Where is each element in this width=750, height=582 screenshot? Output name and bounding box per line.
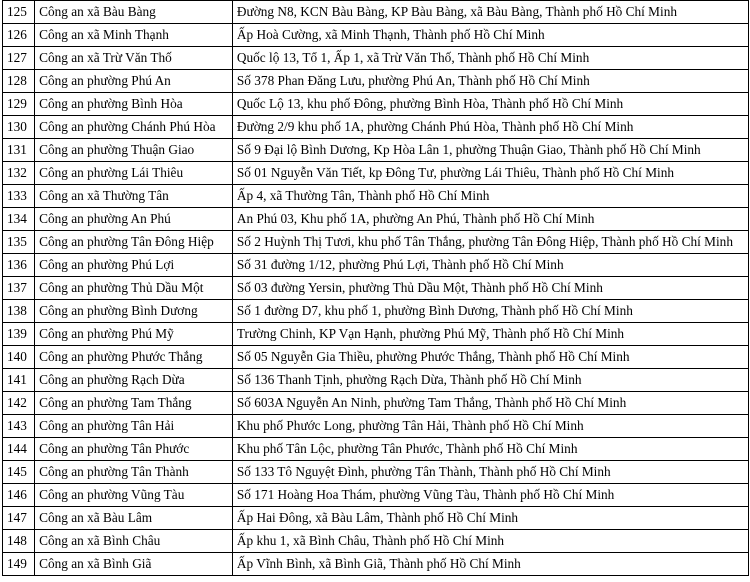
station-address-cell: Số 03 đường Yersin, phường Thủ Dầu Một, Thành phố Hồ Chí Minh: [232, 277, 748, 300]
table-row: [3, 70, 749, 93]
table-row: [3, 47, 749, 70]
station-address-cell: Ấp Vĩnh Bình, xã Bình Giã, Thành phố Hồ Chí Minh: [232, 553, 748, 576]
table-row: [3, 208, 749, 231]
station-name-cell: Công an phường Vũng Tàu: [35, 484, 233, 507]
table-row: [3, 185, 749, 208]
station-name-cell: Công an phường Tân Phước: [35, 438, 233, 461]
station-name-cell: Công an phường Tân Đông Hiệp: [35, 231, 233, 254]
station-name-cell: Công an xã Minh Thạnh: [35, 24, 233, 47]
police-station-table: [2, 0, 749, 576]
row-number-cell: 137: [3, 277, 35, 300]
station-address-cell: Số 136 Thanh Tịnh, phường Rạch Dừa, Thành phố Hồ Chí Minh: [232, 369, 748, 392]
table-row: [3, 553, 749, 576]
table-row: [3, 530, 749, 553]
station-name-cell: Công an phường Tam Thắng: [35, 392, 233, 415]
table-row: [3, 162, 749, 185]
station-address-cell: Số 01 Nguyễn Văn Tiết, kp Đông Tư, phường Lái Thiêu, Thành phố Hồ Chí Minh: [232, 162, 748, 185]
row-number-cell: 145: [3, 461, 35, 484]
row-number-cell: 134: [3, 208, 35, 231]
station-name-cell: Công an phường Phú Lợi: [35, 254, 233, 277]
table-row: [3, 139, 749, 162]
station-address-cell: Số 9 Đại lộ Bình Dương, Kp Hòa Lân 1, phường Thuận Giao, Thành phố Hồ Chí Minh: [232, 139, 748, 162]
station-address-cell: Đường N8, KCN Bàu Bàng, KP Bàu Bàng, xã Bàu Bàng, Thành phố Hồ Chí Minh: [232, 1, 748, 24]
row-number-cell: 140: [3, 346, 35, 369]
row-number-cell: 135: [3, 231, 35, 254]
row-number-cell: 131: [3, 139, 35, 162]
station-name-cell: Công an phường Phước Thắng: [35, 346, 233, 369]
station-name-cell: Công an phường Bình Dương: [35, 300, 233, 323]
station-address-cell: An Phú 03, Khu phố 1A, phường An Phú, Thành phố Hồ Chí Minh: [232, 208, 748, 231]
station-name-cell: Công an phường Rạch Dừa: [35, 369, 233, 392]
table-row: [3, 346, 749, 369]
row-number-cell: 132: [3, 162, 35, 185]
station-address-cell: Số 603A Nguyễn An Ninh, phường Tam Thắng, Thành phố Hồ Chí Minh: [232, 392, 748, 415]
station-address-cell: Số 2 Huỳnh Thị Tươi, khu phố Tân Thắng, phường Tân Đông Hiệp, Thành phố Hồ Chí Minh: [232, 231, 748, 254]
row-number-cell: 127: [3, 47, 35, 70]
station-address-cell: Số 133 Tô Nguyệt Đình, phường Tân Thành, Thành phố Hồ Chí Minh: [232, 461, 748, 484]
station-address-cell: Số 378 Phan Đăng Lưu, phường Phú An, Thành phố Hồ Chí Minh: [232, 70, 748, 93]
station-name-cell: Công an phường Tân Thành: [35, 461, 233, 484]
station-name-cell: Công an phường Chánh Phú Hòa: [35, 116, 233, 139]
station-name-cell: Công an phường Thủ Dầu Một: [35, 277, 233, 300]
table-row: [3, 300, 749, 323]
station-name-cell: Công an xã Bàu Bàng: [35, 1, 233, 24]
row-number-cell: 139: [3, 323, 35, 346]
station-name-cell: Công an phường Bình Hòa: [35, 93, 233, 116]
table-row: [3, 231, 749, 254]
table-row: [3, 392, 749, 415]
row-number-cell: 142: [3, 392, 35, 415]
table-row: [3, 1, 749, 24]
station-address-cell: Khu phố Phước Long, phường Tân Hải, Thành phố Hồ Chí Minh: [232, 415, 748, 438]
station-address-cell: Quốc Lộ 13, khu phố Đông, phường Bình Hòa, Thành phố Hồ Chí Minh: [232, 93, 748, 116]
station-name-cell: Công an phường Phú Mỹ: [35, 323, 233, 346]
station-name-cell: Công an phường An Phú: [35, 208, 233, 231]
table-row: [3, 116, 749, 139]
row-number-cell: 143: [3, 415, 35, 438]
table-row: [3, 507, 749, 530]
table-row: [3, 484, 749, 507]
row-number-cell: 149: [3, 553, 35, 576]
row-number-cell: 148: [3, 530, 35, 553]
row-number-cell: 130: [3, 116, 35, 139]
station-name-cell: Công an phường Phú An: [35, 70, 233, 93]
row-number-cell: 128: [3, 70, 35, 93]
row-number-cell: 141: [3, 369, 35, 392]
table-row: [3, 323, 749, 346]
station-address-cell: Đường 2/9 khu phố 1A, phường Chánh Phú Hòa, Thành phố Hồ Chí Minh: [232, 116, 748, 139]
row-number-cell: 138: [3, 300, 35, 323]
table-row: [3, 277, 749, 300]
station-name-cell: Công an xã Thường Tân: [35, 185, 233, 208]
table-body: [3, 1, 749, 576]
row-number-cell: 125: [3, 1, 35, 24]
table-row: [3, 461, 749, 484]
row-number-cell: 144: [3, 438, 35, 461]
station-address-cell: Số 31 đường 1/12, phường Phú Lợi, Thành phố Hồ Chí Minh: [232, 254, 748, 277]
station-name-cell: Công an phường Tân Hải: [35, 415, 233, 438]
table-row: [3, 254, 749, 277]
station-address-cell: Số 171 Hoàng Hoa Thám, phường Vũng Tàu, Thành phố Hồ Chí Minh: [232, 484, 748, 507]
row-number-cell: 147: [3, 507, 35, 530]
station-address-cell: Khu phố Tân Lộc, phường Tân Phước, Thành phố Hồ Chí Minh: [232, 438, 748, 461]
row-number-cell: 146: [3, 484, 35, 507]
station-address-cell: Trường Chinh, KP Vạn Hạnh, phường Phú Mỹ, Thành phố Hồ Chí Minh: [232, 323, 748, 346]
station-name-cell: Công an xã Trừ Văn Thố: [35, 47, 233, 70]
station-name-cell: Công an xã Bàu Lâm: [35, 507, 233, 530]
table-row: [3, 93, 749, 116]
row-number-cell: 129: [3, 93, 35, 116]
station-name-cell: Công an phường Lái Thiêu: [35, 162, 233, 185]
station-name-cell: Công an phường Thuận Giao: [35, 139, 233, 162]
station-address-cell: Số 1 đường D7, khu phố 1, phường Bình Dương, Thành phố Hồ Chí Minh: [232, 300, 748, 323]
station-name-cell: Công an xã Bình Giã: [35, 553, 233, 576]
station-name-cell: Công an xã Bình Châu: [35, 530, 233, 553]
station-address-cell: Số 05 Nguyễn Gia Thiều, phường Phước Thắng, Thành phố Hồ Chí Minh: [232, 346, 748, 369]
table-row: [3, 438, 749, 461]
table-row: [3, 369, 749, 392]
row-number-cell: 126: [3, 24, 35, 47]
row-number-cell: 136: [3, 254, 35, 277]
station-address-cell: Quốc lộ 13, Tổ 1, Ấp 1, xã Trừ Văn Thố, Thành phố Hồ Chí Minh: [232, 47, 748, 70]
station-address-cell: Ấp Hoà Cường, xã Minh Thạnh, Thành phố Hồ Chí Minh: [232, 24, 748, 47]
station-address-cell: Ấp khu 1, xã Bình Châu, Thành phố Hồ Chí Minh: [232, 530, 748, 553]
station-address-cell: Ấp 4, xã Thường Tân, Thành phố Hồ Chí Minh: [232, 185, 748, 208]
row-number-cell: 133: [3, 185, 35, 208]
table-row: [3, 24, 749, 47]
table-row: [3, 415, 749, 438]
station-address-cell: Ấp Hai Đông, xã Bàu Lâm, Thành phố Hồ Chí Minh: [232, 507, 748, 530]
